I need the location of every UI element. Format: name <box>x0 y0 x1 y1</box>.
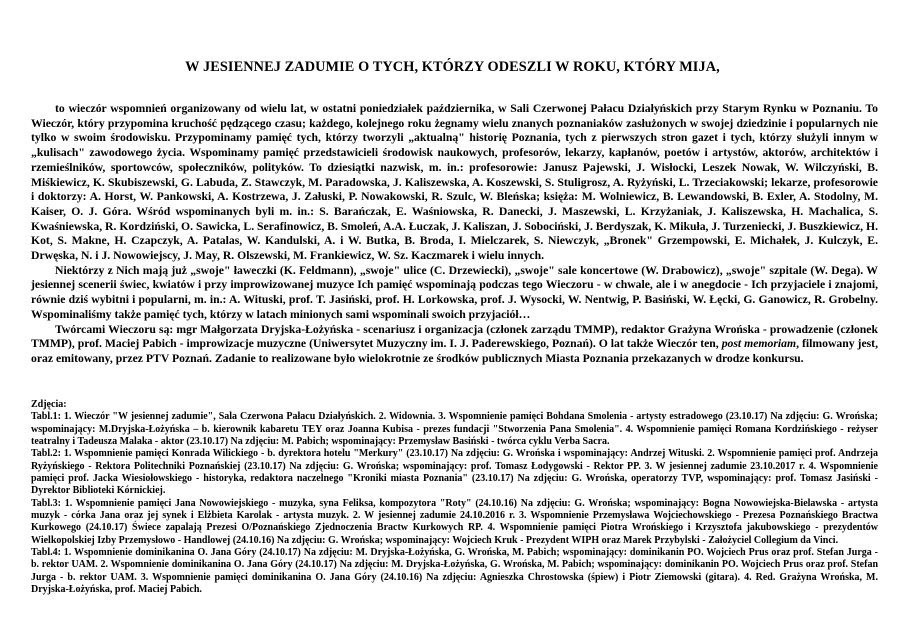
page-title: W JESIENNEJ ZADUMIE O TYCH, KTÓRZY ODESZLI W ROKU, KTÓRY MIJA, <box>185 59 720 75</box>
article-paragraph: Niektórzy z Nich mają już „swoje" ławeczki (K. Feldmann), „swoje" ulice (C. Drzewiecki), „swoje" sale koncertowe (W. Drabowicz), „swoje" szpitale (W. Dega). W jesiennej scenerii świec, kwiatów i przy improwizowanej muzyce Ich pamięć wspominają podczas tego Wieczoru - w chwale, ale i w anegdocie - Ich przyjaciele i znajomi, równie dziś wybitni i popularni, m. in.: A. Wituski, prof. T. Jasiński, prof. H. Lorkowska, prof. J. Wysocki, W. Nentwig, P. Basiński, W. Łęcki, G. Ganowicz, R. Grobelny. Wspominaliśmy także pamięć tych, którzy w latach minionych sami wspominali swoich przyjaciół… <box>31 263 878 321</box>
article-paragraph-credits <box>31 323 878 367</box>
caption-plate-4: Tabl.4: 1. Wspomnienie dominikanina O. Jana Góry (24.10.17) Na zdjęciu: M. Dryjska-Łożyńska, G. Wrońska, M. Pabich; wspominający: dominikanin PO. Wojciech Prus oraz prof. Stefan Jurga - b. rektor UAM. 2. Wspomnienie dominikanina O. Jana Góry (24.10.17) Na zdjęciu: M. Dryjska-Łożyńska, G. Wrońska, M. Pabich; wspominający: dominikanin PO. Wojciech Prus oraz prof. Stefan Jurga - b. rektor UAM. 3. Wspomnienie pamięci dominikanina O. Jana Góry (24.10.16) Na zdjęciu: Agnieszka Chrostowska (śpiew) i Piotr Ziemowski (gitara). 4. Red. Grażyna Wrońska, M. Dryjska-Łożyńska, prof. Maciej Pabich. <box>31 547 878 596</box>
article-paragraph: to wieczór wspomnień organizowany od wielu lat, w ostatni poniedziałek października, w Sali Czerwonej Pałacu Działyńskich przy Starym Rynku w Poznaniu. To Wieczór, który przypomina kruchość pędzącego czasu; każdego, kolejnego roku żegnamy wielu znanych poznaniaków zasłużonych w swojej dziedzinie i popularnych nie tylko w swoim środowisku. Przypominamy pamięć tych, którzy tworzyli „aktualną" historię Poznania, tych z pierwszych stron gazet i tych, którzy służyli innym w „kulisach" zawodowego życia. Wspominamy pamięć przedstawicieli środowisk naukowych, profesorów, lekarzy, kapłanów, poetów i artystów, aktorów, architektów i rzemieślników, sportowców, społeczników, polityków. To dziesiątki nazwisk, m. in.: profesorowie: Janusz Pajewski, J. Wisłocki, Leszek Nowak, W. Wilczyński, B. Miśkiewicz, K. Skubiszewski, G. Labuda, Z. Stawczyk, M. Paradowska, J. Kaliszewska, A. Koszewski, S. Stuligrosz, A. Ryżyński, L. Trzeciakowski; lekarze, profesorowie i doktorzy: A. Horst, W. Pankowski, A. Kostrzewa, J. Załuski, P. Nowakowski, R. Szulc, W. Bleńska; księża: M. Wolniewicz, B. Lewandowski, B. Exler, A. Stodolny, M. Kaiser, O. J. Góra. Wśród wspominanych byli m. in.: S. Barańczak, E. Waśniowska, R. Danecki, J. Maszewski, L. Krzyżaniak, J. Kaliszewska, H. Machalica, S. Kwaśniewska, R. Kordziński, O. Sawicka, L. Serafinowicz, B. Smoleń, A.A. Łuczak, J. Kaliszan, J. Sobociński, J. Berdyszak, K. Mikuła, J. Turzeniecki, J. Buszkiewicz, H. Kot, S. Makne, H. Czapczyk, A. Patalas, W. Kandulski, A. i W. Butka, B. Broda, I. Mielczarek, S. Niewczyk, „Bronek" Grzempowski, E. Michałek, J. Kulczyk, E. Drwęska, N. i J. Nowowiejscy, J. May, R. Olszewski, M. Frankiewicz, W. Sz. Kaczmarek i wielu innych. <box>31 102 878 263</box>
caption-plate-2: Tabl.2: 1. Wspomnienie pamięci Konrada Wilickiego - b. dyrektora hotelu "Merkury" (23.10.17) Na zdjęciu: G. Wrońska i wspominający: Andrzej Wituski. 2. Wspomnienie pamięci prof. Andrzeja Ryżyńskiego - Rektora Politechniki Poznańskiej (23.10.17) Na zdjęciu: G. Wrońska; wspominający: prof. Tomasz Łodygowski - Rektor PP. 3. W jesiennej zadumie 23.10.2017 r. 4. Wspomnienie pamięci prof. Jacka Wiesiołowskiego - historyka, redaktora naczelnego "Kroniki miasta Poznania" (23.10.17) Na zdjęciu: G. Wrońska, operatorzy TVP, wspominający: prof. Tomasz Jasiński - Dyrektor Biblioteki Kórnickiej. <box>31 448 878 497</box>
credits-text-end: , filmowany jest, oraz emitowany, przez PTV Poznań. Zadanie to realizowane było wielokrotnie ze środków publicznych Miasta Poznania przekazanych w drodze konkursu. <box>31 337 878 365</box>
article-body <box>31 102 878 367</box>
credits-text: Twórcami Wieczoru są: mgr Małgorzata Dryjska-Łożyńska - scenariusz i organizacja (członek zarządu TMMP), redaktor Grażyna Wrońska - prowadzenie (członek TMMP), prof. Maciej Pabich - improwizacje muzyczne (Uniwersytet Muzyczny im. I. J. Paderewskiego, Poznań). O lat także Wieczór ten, <box>31 322 878 351</box>
caption-plate-1: Tabl.1: 1. Wieczór "W jesiennej zadumie", Sala Czerwona Pałacu Działyńskich. 2. Widownia. 3. Wspomnienie pamięci Bohdana Smolenia - artysty estradowego (23.10.17) Na zdjęciu: G. Wrońska; wspominający: M.Dryjska-Łożyńska – b. kierownik kabaretu TEY oraz Joanna Kubisa - prezes fundacji "Stworzenia Pana Smolenia". 4. Wspomnienie pamięci Romana Kordzińskiego - reżyser teatralny i Tadeusza Malaka - aktor (23.10.17) Na zdjęciu: M. Pabich; wspominający: Przemysław Basiński - twórca cyklu Verba Sacra. <box>31 411 878 448</box>
caption-plate-3: Tabl.3: 1. Wspomnienie pamięci Jana Nowowiejskiego - muzyka, syna Feliksa, kompozytora "Roty" (24.10.16) Na zdjęciu: G. Wrońska; wspominający: Bogna Nowowiejska-Bielawska - artysta muzyk - córka Jana oraz jej synek i Elżbieta Karolak - artysta muzyk. 2. W jesiennej zadumie 24.10.2016 r. 3. Wspomnienie Przemysława Wojciechowskiego - Prezesa Poznańskiego Bractwa Kurkowego (24.10.17) Świece zapalają Prezesi O/Poznańskiego Zjednoczenia Bractw Kurkowych RP. 4. Wspomnienie pamięci Piotra Wrońskiego i Krzysztofa jakubowskiego - prezydentów Wielkopolskiej Izby Przemysłowo - Handlowej (24.10.16) Na zdjęciu: G. Wrońska; wspominający: Wojciech Kruk - Prezydent WIPH oraz Marek Przybylski - Założyciel Collegium da Vinci. <box>31 497 878 546</box>
credits-italic-phrase: post memoriam <box>721 337 797 351</box>
captions-heading: Zdjęcia: <box>31 399 67 410</box>
photo-captions <box>31 399 878 597</box>
